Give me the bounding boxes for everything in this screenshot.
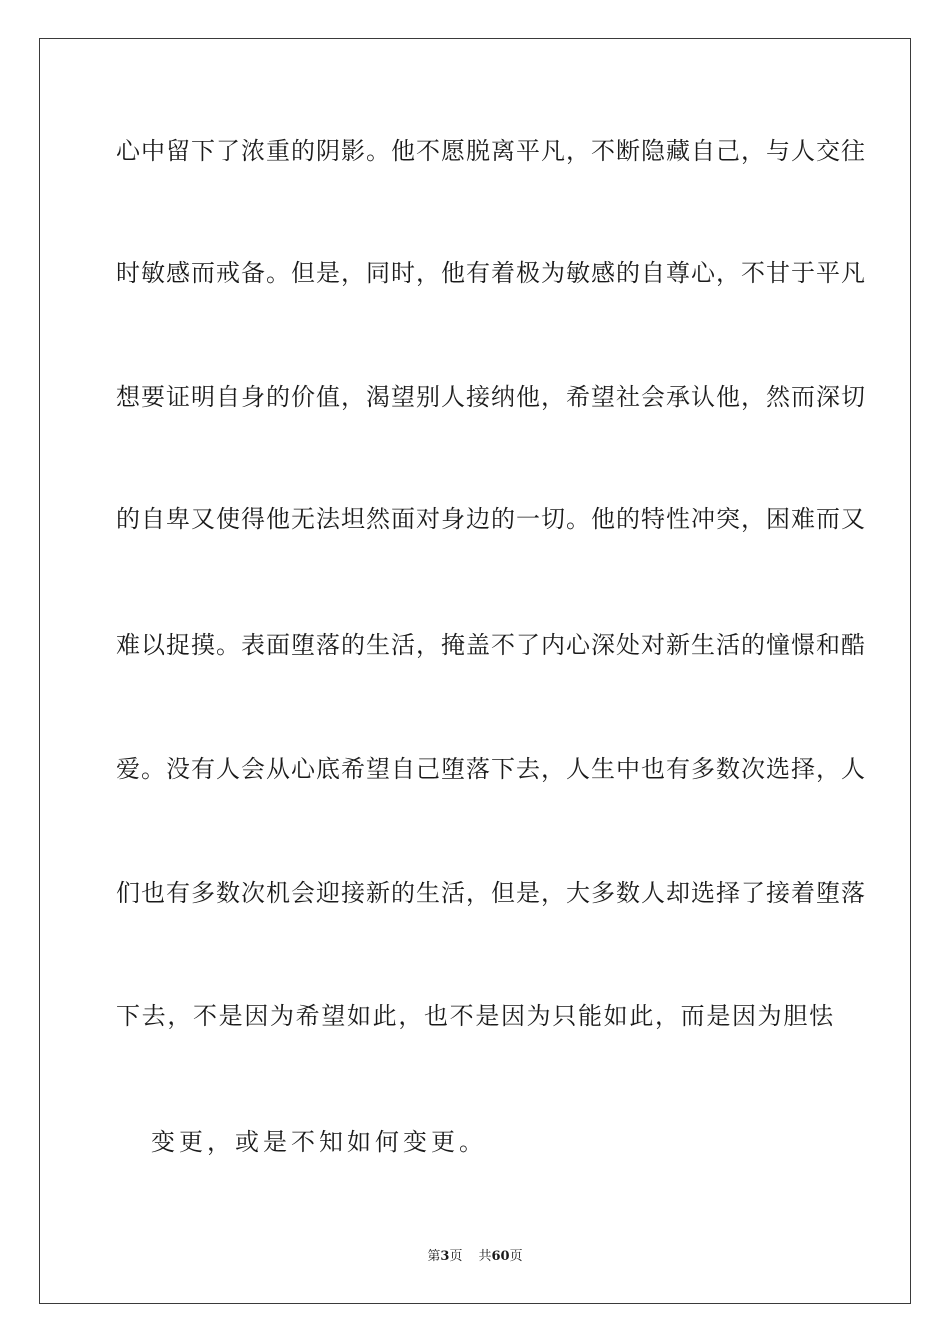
text-line: 心中留下了浓重的阴影。他不愿脱离平凡，不断隐藏自己，与人交往 [116, 137, 866, 165]
page-footer [0, 1248, 950, 1266]
text-line: 难以捉摸。表面堕落的生活，掩盖不了内心深处对新生活的憧憬和酷 [116, 631, 866, 659]
text-line-last: 变更，或是不知如何变更。 [151, 1128, 487, 1156]
total-prefix: 共 [478, 1249, 492, 1264]
page-number: 3 [440, 1249, 450, 1264]
page-prefix: 第 [427, 1249, 441, 1264]
page-suffix: 页 [449, 1249, 463, 1264]
text-line: 想要证明自身的价值，渴望别人接纳他，希望社会承认他，然而深切 [116, 383, 866, 411]
text-line: 们也有多数次机会迎接新的生活，但是，大多数人却选择了接着堕落 [116, 879, 866, 907]
text-line: 时敏感而戒备。但是，同时，他有着极为敏感的自尊心，不甘于平凡 [116, 259, 866, 287]
total-suffix: 页 [509, 1249, 523, 1264]
text-line: 的自卑又使得他无法坦然面对身边的一切。他的特性冲突，困难而又 [116, 505, 866, 533]
text-line: 下去，不是因为希望如此，也不是因为只能如此，而是因为胆怯 [116, 1002, 834, 1030]
total-pages: 60 [491, 1249, 510, 1264]
text-line: 爱。没有人会从心底希望自己堕落下去，人生中也有多数次选择，人 [116, 755, 866, 783]
